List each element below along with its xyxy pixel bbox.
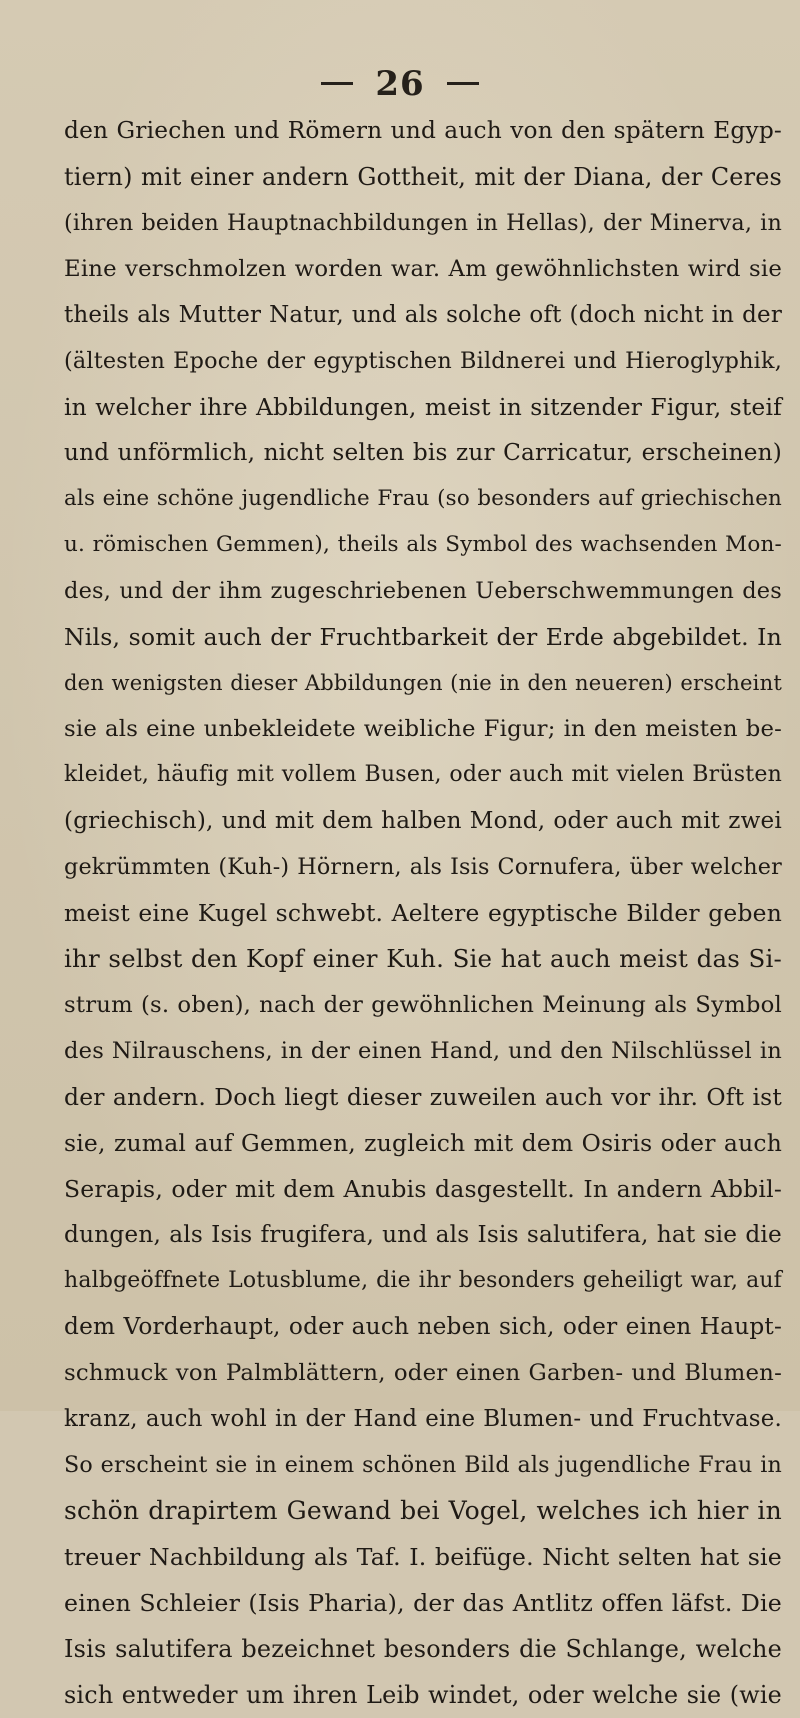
text-line: in welcher ihre Abbildungen, meist in sitzender Figur, steif (64, 393, 782, 421)
text-line: als eine schöne jugendliche Frau (so besonders auf griechischen (64, 486, 782, 511)
text-line: u. römischen Gemmen), theils als Symbol des wachsenden Mon- (64, 532, 782, 557)
text-line: ihr selbst den Kopf einer Kuh. Sie hat auch meist das Si- (64, 944, 782, 973)
text-line: tiern) mit einer andern Gottheit, mit der Diana, der Ceres (64, 163, 782, 191)
text-line: den wenigsten dieser Abbildungen (nie in den neueren) erscheint (64, 670, 782, 695)
text-line: kranz, auch wohl in der Hand eine Blumen- und Fruchtvase. (64, 1406, 782, 1432)
text-line: des, und der ihm zugeschriebenen Ueberschwemmungen des (64, 578, 782, 604)
text-line: der andern. Doch liegt dieser zuweilen auch vor ihr. Oft ist (64, 1083, 782, 1111)
text-line: schön drapirtem Gewand bei Vogel, welches ich hier in (64, 1496, 782, 1525)
text-line: kleidet, häufig mit vollem Busen, oder auch mit vielen Brüsten (64, 762, 782, 787)
text-line: Isis salutifera bezeichnet besonders die Schlange, welche (64, 1635, 782, 1663)
text-line: dem Vorderhaupt, oder auch neben sich, oder einen Haupt- (64, 1313, 782, 1340)
text-line: strum (s. oben), nach der gewöhnlichen Meinung als Symbol (64, 992, 782, 1018)
text-line: gekrümmten (Kuh-) Hörnern, als Isis Cornufera, über welcher (64, 854, 782, 880)
text-line: Eine verschmolzen worden war. Am gewöhnlichsten wird sie (64, 256, 782, 282)
text-line: (ältesten Epoche der egyptischen Bildnerei und Hieroglyphik, (64, 348, 782, 374)
page-number-text: 26 (375, 64, 425, 104)
text-line: und unförmlich, nicht selten bis zur Carricatur, erscheinen) (64, 439, 782, 466)
text-line: halbgeöffnete Lotusblume, die ihr besonders geheiligt war, auf (64, 1268, 782, 1293)
text-line: sie als eine unbekleidete weibliche Figur; in den meisten be- (64, 716, 782, 742)
text-line: Serapis, oder mit dem Anubis dasgestellt. In andern Abbil- (64, 1175, 782, 1203)
text-line: sich entweder um ihren Leib windet, oder welche sie (wie (64, 1681, 782, 1709)
page-number-rule-right (447, 82, 479, 85)
text-line: dungen, als Isis frugifera, und als Isis salutifera, hat sie die (64, 1221, 782, 1248)
text-line: (ihren beiden Hauptnachbildungen in Hellas), der Minerva, in (64, 210, 782, 236)
text-line: meist eine Kugel schwebt. Aeltere egyptische Bilder geben (64, 899, 782, 927)
page-number-rule-left (321, 82, 353, 85)
page-number (0, 64, 800, 104)
text-line: einen Schleier (Isis Pharia), der das Antlitz offen läfst. Die (64, 1589, 782, 1617)
text-line: schmuck von Palmblättern, oder einen Garben- und Blumen- (64, 1360, 782, 1386)
text-line: des Nilrauschens, in der einen Hand, und den Nilschlüssel in (64, 1038, 782, 1064)
body-text (64, 108, 782, 1718)
text-line: So erscheint sie in einem schönen Bild als jugendliche Frau in (64, 1452, 782, 1478)
text-line: den Griechen und Römern und auch von den spätern Egyp- (64, 117, 782, 144)
text-line: theils als Mutter Natur, und als solche oft (doch nicht in der (64, 302, 782, 328)
text-line: Nils, somit auch der Fruchtbarkeit der Erde abgebildet. In (64, 623, 782, 651)
text-line: (griechisch), und mit dem halben Mond, oder auch mit zwei (64, 808, 782, 834)
text-line: sie, zumal auf Gemmen, zugleich mit dem Osiris oder auch (64, 1129, 782, 1157)
text-line: treuer Nachbildung als Taf. I. beifüge. Nicht selten hat sie (64, 1543, 782, 1571)
